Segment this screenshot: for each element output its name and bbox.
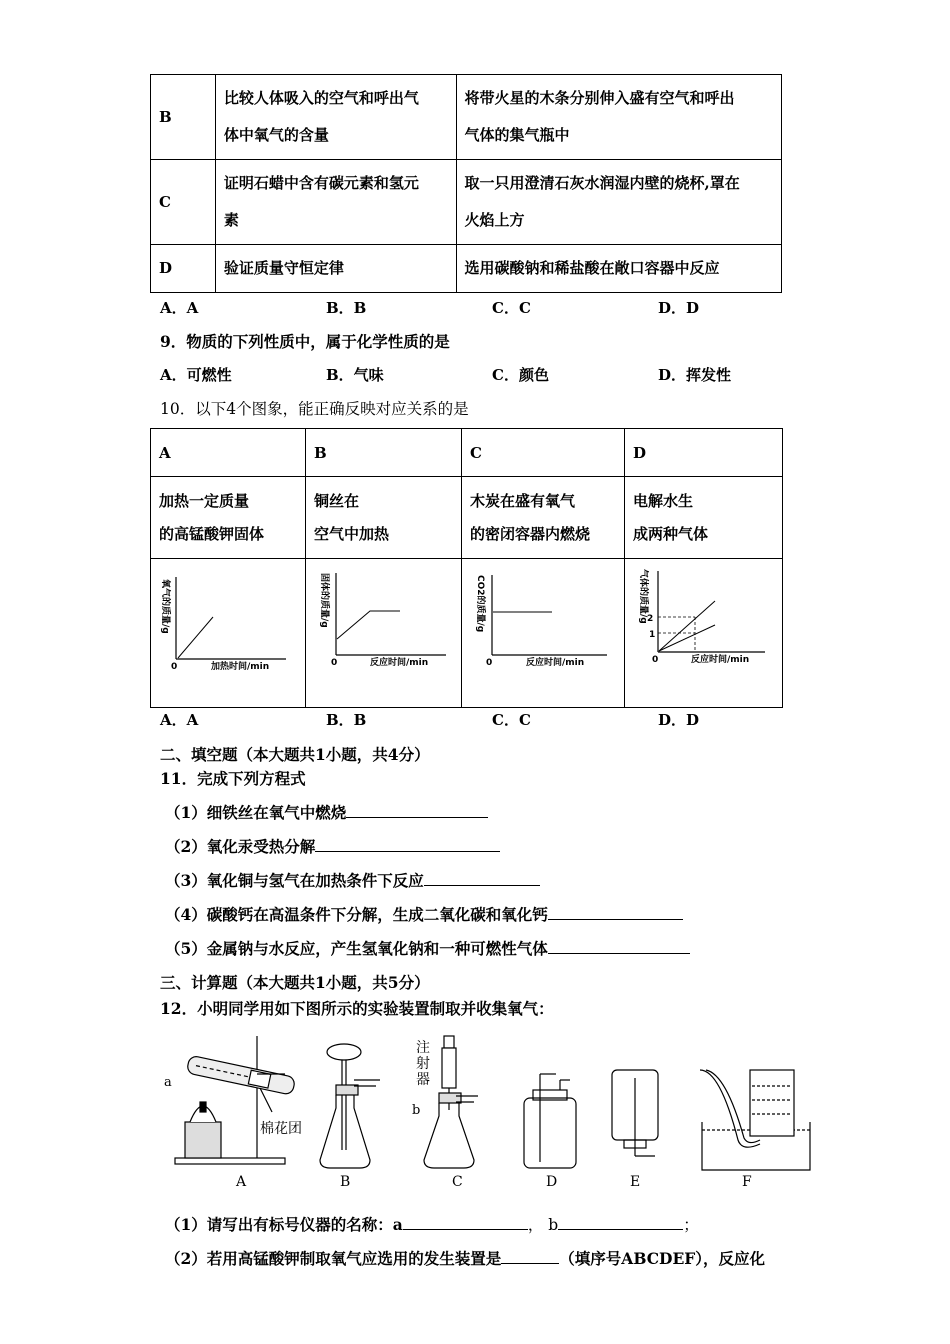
row-purpose: 比较人体吸入的空气和呼出气 体中氧气的含量 [215,75,456,160]
graph-a-origin: 0 [171,662,178,672]
col-header: B [306,429,462,477]
q8-option-d[interactable]: D．D [658,299,700,317]
q10-option-d[interactable]: D．D [658,711,700,729]
q9-option-b[interactable]: B．气味 [326,366,384,384]
q11-stem: 11．完成下列方程式 [160,769,306,788]
row-purpose: 验证质量守恒定律 [215,245,456,293]
syringe-label-2: 射 [416,1056,430,1072]
q9-option-a[interactable]: A．可燃性 [160,366,232,384]
row-method: 将带火星的木条分别伸入盛有空气和呼出 气体的集气瓶中 [456,75,781,160]
graph-b [306,559,461,703]
section3-title: 三、计算题（本大题共1小题，共5分） [160,973,430,992]
graph-a-line [178,617,213,658]
label-d: D [546,1174,558,1190]
graph-cell-c [462,559,625,708]
q10-option-c[interactable]: C．C [492,711,531,729]
col-header: A [151,429,306,477]
desc-cell: 铜丝在 空气中加热 [306,477,462,559]
q12-sub1: （1）请写出有标号仪器的名称：a ， b ； [165,1215,699,1234]
apparatus-d [524,1074,576,1168]
row-method: 选用碳酸钠和稀盐酸在敞口容器中反应 [456,245,781,293]
desc-cell: 加热一定质量 的高锰酸钾固体 [151,477,306,559]
apparatus-f [700,1070,810,1170]
apparatus-figure [160,1030,820,1195]
graph-c-xlabel: 反应时间/min [526,658,585,668]
answer-blank-b[interactable] [558,1215,683,1230]
col-header: C [462,429,625,477]
graph-d-line-h2 [659,601,715,651]
graph-c [462,559,624,703]
graph-a-ylabel: 氧气的质量/g [160,579,170,634]
q11-item-4: （4）碳酸钙在高温条件下分解，生成二氧化碳和氧化钙 [165,903,683,925]
row-key: D [151,245,216,293]
q11-item-3: （3）氧化铜与氢气在加热条件下反应 [165,869,540,891]
graph-b-line [337,611,400,639]
answer-blank[interactable] [315,837,500,852]
answer-blank[interactable] [548,905,683,920]
q10-option-b[interactable]: B．B [326,711,367,729]
graph-b-xlabel: 反应时间/min [370,658,429,668]
label-c: C [452,1174,463,1190]
graph-c-ylabel: CO2的质量/g [475,575,485,633]
label-b: B [340,1174,351,1190]
row-purpose: 证明石蜡中含有碳元素和氢元 素 [215,160,456,245]
graph-d-line-o2 [659,625,715,651]
q8-option-c[interactable]: C．C [492,299,531,317]
graph-b-ylabel: 固体的质量/g [319,573,329,628]
q11-item-2: （2）氧化汞受热分解 [165,835,500,857]
q11-item-5: （5）金属钠与水反应，产生氢氧化钠和一种可燃性气体 [165,937,690,959]
q9-option-d[interactable]: D．挥发性 [658,366,732,384]
row-method: 取一只用澄清石灰水润湿内壁的烧杯,罩在 火焰上方 [456,160,781,245]
q10-stem: 10．以下4个图象，能正确反映对应关系的是 [160,400,469,418]
cotton-label: 棉花团 [260,1121,302,1137]
graph-d-ylabel: 气体的质量/g [638,569,648,624]
section2-title: 二、填空题（本大题共1小题，共4分） [160,745,430,764]
syringe-label-1: 注 [416,1040,430,1056]
q9-stem: 9．物质的下列性质中，属于化学性质的是 [160,332,450,351]
graph-d-origin: 0 [652,655,659,665]
label-e: E [630,1174,641,1190]
apparatus-c [424,1036,478,1168]
apparatus-a [175,1036,296,1164]
syringe-label-3: 器 [416,1072,430,1088]
graph-cell-d [625,559,783,708]
q10-table [150,428,783,708]
col-header: D [625,429,783,477]
answer-blank[interactable] [501,1249,559,1264]
apparatus-e [612,1070,658,1156]
q12-stem: 12．小明同学用如下图所示的实验装置制取并收集氧气： [160,999,554,1018]
mark-a: a [164,1075,172,1090]
desc-cell: 电解水生 成两种气体 [625,477,783,559]
graph-d-tick-1: 1 [649,630,656,640]
row-key: C [151,160,216,245]
q12-sub2: （2）若用高锰酸钾制取氧气应选用的发生装置是 （填序号ABCDEF），反应化 [165,1249,766,1268]
graph-a [151,559,305,703]
graph-d-xlabel: 反应时间/min [691,655,750,665]
apparatus-b [320,1044,380,1168]
graph-a-xlabel: 加热时间/min [211,662,270,672]
q8-option-a[interactable]: A．A [160,299,199,317]
answer-blank[interactable] [424,871,540,886]
answer-blank[interactable] [548,939,690,954]
answer-blank[interactable] [346,803,488,818]
graph-cell-a [151,559,306,708]
q10-option-a[interactable]: A．A [160,711,199,729]
graph-c-origin: 0 [486,658,493,668]
q8-option-b[interactable]: B．B [326,299,367,317]
answer-blank-a[interactable] [403,1215,528,1230]
desc-cell: 木炭在盛有氧气 的密闭容器内燃烧 [462,477,625,559]
q11-item-1: （1）细铁丝在氧气中燃烧 [165,801,488,823]
graph-b-origin: 0 [331,658,338,668]
graph-cell-b [306,559,462,708]
row-key: B [151,75,216,160]
graph-d-tick-2: 2 [647,614,654,624]
label-a: A [236,1174,247,1190]
q9-option-c[interactable]: C．颜色 [492,366,549,384]
q8-table [150,74,782,293]
mark-b: b [412,1103,421,1118]
label-f: F [742,1174,752,1190]
graph-d [625,559,782,703]
